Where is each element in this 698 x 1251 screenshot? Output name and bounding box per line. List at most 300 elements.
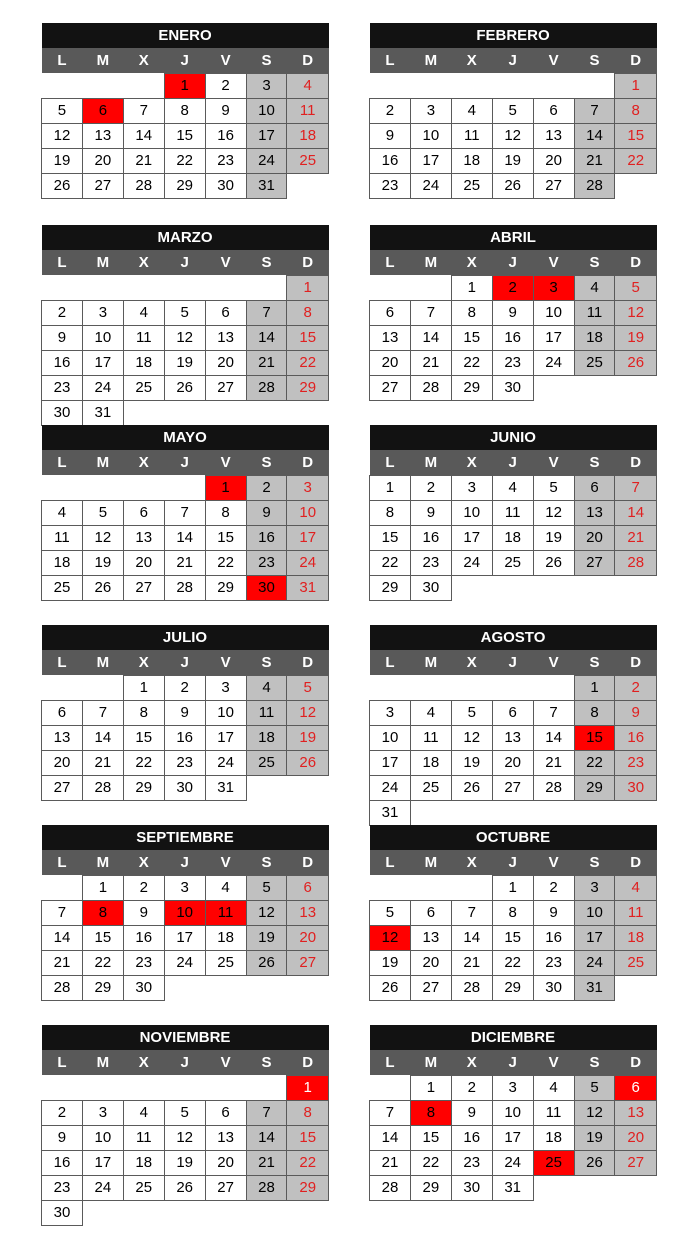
- day-cell: 3: [492, 1075, 533, 1100]
- day-cell: 2: [410, 475, 451, 500]
- week-row: [42, 173, 329, 198]
- weekday-header: X: [123, 850, 164, 875]
- day-cell: 19: [164, 350, 205, 375]
- day-cell: 23: [42, 1175, 83, 1200]
- day-cell: 25: [615, 950, 657, 975]
- day-cell: 15: [287, 325, 329, 350]
- day-cell: 1: [410, 1075, 451, 1100]
- day-cell: 21: [82, 750, 123, 775]
- day-cell: 18: [451, 148, 492, 173]
- day-cell: 13: [287, 900, 329, 925]
- week-row: [42, 1125, 329, 1150]
- empty-cell: [42, 475, 83, 500]
- day-cell: 30: [123, 975, 164, 1000]
- day-cell: 7: [246, 1100, 287, 1125]
- week-row: [42, 750, 329, 775]
- day-cell: 22: [370, 550, 411, 575]
- weekday-header: L: [42, 1050, 83, 1075]
- day-cell: 14: [164, 525, 205, 550]
- week-row: [42, 1075, 329, 1100]
- day-cell: 3: [410, 98, 451, 123]
- day-cell: 6: [410, 900, 451, 925]
- empty-cell: [410, 73, 451, 98]
- day-cell: 17: [164, 925, 205, 950]
- empty-cell: [205, 400, 246, 425]
- month-table: [41, 825, 329, 1001]
- day-cell: 20: [205, 350, 246, 375]
- day-cell: 26: [82, 575, 123, 600]
- day-cell: 26: [451, 775, 492, 800]
- empty-cell: [287, 975, 329, 1000]
- month-table: [41, 225, 329, 426]
- day-cell: 30: [533, 975, 574, 1000]
- weekday-header: J: [492, 450, 533, 475]
- day-cell: 16: [615, 725, 657, 750]
- weekday-header: D: [287, 48, 329, 73]
- empty-cell: [42, 875, 83, 900]
- empty-cell: [164, 1200, 205, 1225]
- day-cell: 12: [574, 1100, 615, 1125]
- day-cell: 30: [451, 1175, 492, 1200]
- week-row: [370, 350, 657, 375]
- week-row: [42, 123, 329, 148]
- day-cell: 17: [370, 750, 411, 775]
- day-cell: 9: [42, 325, 83, 350]
- weekday-header: V: [205, 48, 246, 73]
- day-cell: 10: [82, 1125, 123, 1150]
- day-cell: 13: [370, 325, 411, 350]
- day-cell: 30: [164, 775, 205, 800]
- day-cell: 19: [42, 148, 83, 173]
- day-cell: 7: [123, 98, 164, 123]
- empty-cell: [42, 73, 83, 98]
- day-cell: 1: [164, 73, 205, 98]
- month-table: [369, 23, 657, 199]
- day-cell: 29: [287, 1175, 329, 1200]
- day-cell: 22: [615, 148, 657, 173]
- month-title-row: [42, 625, 329, 650]
- day-cell: 2: [42, 1100, 83, 1125]
- day-cell: 27: [82, 173, 123, 198]
- weekday-header: M: [410, 450, 451, 475]
- weekday-header: M: [410, 850, 451, 875]
- day-cell: 22: [164, 148, 205, 173]
- day-cell: 3: [164, 875, 205, 900]
- empty-cell: [370, 275, 411, 300]
- day-cell: 14: [615, 500, 657, 525]
- month-junio: [369, 425, 657, 601]
- weekday-header: V: [205, 650, 246, 675]
- day-cell: 27: [492, 775, 533, 800]
- day-cell: 21: [451, 950, 492, 975]
- day-cell: 26: [533, 550, 574, 575]
- day-cell: 11: [533, 1100, 574, 1125]
- weekday-header: S: [574, 850, 615, 875]
- weekday-header: D: [615, 650, 657, 675]
- empty-cell: [82, 275, 123, 300]
- day-cell: 10: [205, 700, 246, 725]
- day-cell: 7: [246, 300, 287, 325]
- empty-cell: [205, 275, 246, 300]
- empty-cell: [205, 1075, 246, 1100]
- day-cell: 28: [574, 173, 615, 198]
- day-cell: 15: [82, 925, 123, 950]
- day-cell: 27: [410, 975, 451, 1000]
- day-cell: 18: [123, 1150, 164, 1175]
- day-cell: 8: [615, 98, 657, 123]
- day-cell: 7: [533, 700, 574, 725]
- weekday-header: S: [574, 1050, 615, 1075]
- weekday-header: M: [410, 650, 451, 675]
- month-title: SEPTIEMBRE: [42, 825, 329, 850]
- empty-cell: [164, 1075, 205, 1100]
- day-cell: 9: [492, 300, 533, 325]
- month-marzo: [41, 225, 329, 426]
- day-cell: 11: [246, 700, 287, 725]
- day-cell: 10: [287, 500, 329, 525]
- day-cell: 24: [451, 550, 492, 575]
- day-cell: 31: [82, 400, 123, 425]
- week-row: [370, 900, 657, 925]
- week-row: [42, 400, 329, 425]
- week-row: [42, 575, 329, 600]
- month-table: [369, 625, 657, 826]
- day-cell: 6: [615, 1075, 657, 1100]
- day-cell: 9: [370, 123, 411, 148]
- weekday-header: X: [123, 1050, 164, 1075]
- week-row: [370, 800, 657, 825]
- empty-cell: [533, 800, 574, 825]
- weekday-header: J: [164, 450, 205, 475]
- day-cell: 12: [82, 525, 123, 550]
- week-row: [370, 375, 657, 400]
- day-cell: 26: [42, 173, 83, 198]
- week-row: [42, 350, 329, 375]
- day-cell: 4: [205, 875, 246, 900]
- weekday-header: X: [451, 450, 492, 475]
- day-cell: 8: [287, 1100, 329, 1125]
- week-row: [370, 1125, 657, 1150]
- month-julio: [41, 625, 329, 801]
- day-cell: 22: [451, 350, 492, 375]
- day-cell: 7: [164, 500, 205, 525]
- week-row: [370, 148, 657, 173]
- day-cell: 13: [410, 925, 451, 950]
- day-cell: 6: [205, 1100, 246, 1125]
- day-cell: 1: [615, 73, 657, 98]
- day-cell: 21: [246, 350, 287, 375]
- weekday-header: D: [287, 1050, 329, 1075]
- week-row: [42, 73, 329, 98]
- month-title-row: [370, 625, 657, 650]
- empty-cell: [164, 475, 205, 500]
- week-row: [42, 700, 329, 725]
- day-cell: 28: [410, 375, 451, 400]
- empty-cell: [123, 275, 164, 300]
- weekday-header: J: [492, 650, 533, 675]
- weekday-header: X: [451, 48, 492, 73]
- day-cell: 14: [246, 325, 287, 350]
- day-cell: 27: [615, 1150, 657, 1175]
- day-cell: 8: [123, 700, 164, 725]
- weekday-header: S: [246, 850, 287, 875]
- day-cell: 21: [370, 1150, 411, 1175]
- day-cell: 31: [370, 800, 411, 825]
- day-cell: 4: [123, 300, 164, 325]
- day-cell: 26: [287, 750, 329, 775]
- day-cell: 22: [574, 750, 615, 775]
- day-cell: 18: [42, 550, 83, 575]
- day-cell: 30: [42, 400, 83, 425]
- empty-cell: [410, 675, 451, 700]
- day-cell: 25: [42, 575, 83, 600]
- week-row: [370, 500, 657, 525]
- day-cell: 25: [246, 750, 287, 775]
- day-cell: 9: [533, 900, 574, 925]
- day-cell: 9: [615, 700, 657, 725]
- week-row: [42, 1100, 329, 1125]
- weekday-header: X: [123, 650, 164, 675]
- empty-cell: [615, 575, 657, 600]
- day-cell: 6: [82, 98, 123, 123]
- day-cell: 30: [246, 575, 287, 600]
- day-cell: 21: [574, 148, 615, 173]
- day-cell: 3: [205, 675, 246, 700]
- day-cell: 21: [164, 550, 205, 575]
- day-cell: 2: [205, 73, 246, 98]
- day-cell: 20: [370, 350, 411, 375]
- day-cell: 28: [42, 975, 83, 1000]
- day-cell: 8: [574, 700, 615, 725]
- day-cell: 25: [574, 350, 615, 375]
- weekday-header-row: [370, 450, 657, 475]
- weekday-header: M: [410, 1050, 451, 1075]
- day-cell: 26: [370, 975, 411, 1000]
- week-row: [42, 325, 329, 350]
- day-cell: 24: [492, 1150, 533, 1175]
- day-cell: 29: [164, 173, 205, 198]
- day-cell: 13: [492, 725, 533, 750]
- empty-cell: [164, 400, 205, 425]
- week-row: [42, 550, 329, 575]
- day-cell: 19: [492, 148, 533, 173]
- day-cell: 18: [205, 925, 246, 950]
- empty-cell: [533, 375, 574, 400]
- day-cell: 2: [492, 275, 533, 300]
- day-cell: 26: [164, 1175, 205, 1200]
- weekday-header: L: [42, 850, 83, 875]
- empty-cell: [370, 875, 411, 900]
- day-cell: 15: [205, 525, 246, 550]
- week-row: [42, 950, 329, 975]
- day-cell: 2: [533, 875, 574, 900]
- empty-cell: [533, 73, 574, 98]
- day-cell: 5: [164, 300, 205, 325]
- day-cell: 5: [574, 1075, 615, 1100]
- week-row: [370, 925, 657, 950]
- day-cell: 14: [451, 925, 492, 950]
- empty-cell: [287, 1200, 329, 1225]
- day-cell: 8: [370, 500, 411, 525]
- day-cell: 15: [492, 925, 533, 950]
- day-cell: 31: [287, 575, 329, 600]
- month-table: [369, 825, 657, 1001]
- day-cell: 20: [615, 1125, 657, 1150]
- month-mayo: [41, 425, 329, 601]
- month-table: [41, 625, 329, 801]
- week-row: [370, 475, 657, 500]
- day-cell: 18: [287, 123, 329, 148]
- month-table: [41, 1025, 329, 1226]
- empty-cell: [451, 875, 492, 900]
- weekday-header: S: [574, 48, 615, 73]
- weekday-header: X: [451, 250, 492, 275]
- weekday-header: V: [533, 650, 574, 675]
- day-cell: 10: [82, 325, 123, 350]
- month-title-row: [370, 425, 657, 450]
- day-cell: 24: [533, 350, 574, 375]
- day-cell: 13: [615, 1100, 657, 1125]
- day-cell: 14: [82, 725, 123, 750]
- day-cell: 22: [287, 1150, 329, 1175]
- day-cell: 28: [82, 775, 123, 800]
- day-cell: 16: [533, 925, 574, 950]
- weekday-header-row: [42, 450, 329, 475]
- weekday-header: M: [410, 48, 451, 73]
- weekday-header: S: [246, 450, 287, 475]
- empty-cell: [246, 1075, 287, 1100]
- weekday-header: D: [615, 48, 657, 73]
- month-title: OCTUBRE: [370, 825, 657, 850]
- day-cell: 24: [410, 173, 451, 198]
- day-cell: 9: [123, 900, 164, 925]
- week-row: [42, 148, 329, 173]
- day-cell: 17: [410, 148, 451, 173]
- day-cell: 10: [410, 123, 451, 148]
- week-row: [42, 1200, 329, 1225]
- day-cell: 9: [451, 1100, 492, 1125]
- day-cell: 21: [615, 525, 657, 550]
- week-row: [42, 725, 329, 750]
- day-cell: 1: [287, 275, 329, 300]
- day-cell: 30: [410, 575, 451, 600]
- day-cell: 21: [123, 148, 164, 173]
- day-cell: 15: [615, 123, 657, 148]
- day-cell: 7: [451, 900, 492, 925]
- day-cell: 30: [205, 173, 246, 198]
- day-cell: 8: [82, 900, 123, 925]
- week-row: [42, 375, 329, 400]
- weekday-header: V: [205, 1050, 246, 1075]
- weekday-header-row: [42, 850, 329, 875]
- day-cell: 3: [82, 300, 123, 325]
- day-cell: 14: [533, 725, 574, 750]
- day-cell: 5: [492, 98, 533, 123]
- day-cell: 4: [533, 1075, 574, 1100]
- day-cell: 1: [492, 875, 533, 900]
- day-cell: 15: [164, 123, 205, 148]
- day-cell: 15: [287, 1125, 329, 1150]
- weekday-header: J: [164, 1050, 205, 1075]
- day-cell: 25: [287, 148, 329, 173]
- week-row: [370, 275, 657, 300]
- day-cell: 25: [451, 173, 492, 198]
- day-cell: 13: [123, 525, 164, 550]
- day-cell: 27: [42, 775, 83, 800]
- day-cell: 27: [205, 375, 246, 400]
- weekday-header: J: [492, 48, 533, 73]
- month-title: ENERO: [42, 23, 329, 48]
- day-cell: 14: [410, 325, 451, 350]
- day-cell: 29: [370, 575, 411, 600]
- weekday-header: J: [164, 48, 205, 73]
- week-row: [42, 875, 329, 900]
- empty-cell: [615, 173, 657, 198]
- day-cell: 19: [533, 525, 574, 550]
- day-cell: 3: [287, 475, 329, 500]
- day-cell: 28: [451, 975, 492, 1000]
- empty-cell: [123, 1200, 164, 1225]
- day-cell: 28: [164, 575, 205, 600]
- day-cell: 29: [492, 975, 533, 1000]
- day-cell: 26: [574, 1150, 615, 1175]
- day-cell: 7: [42, 900, 83, 925]
- day-cell: 2: [370, 98, 411, 123]
- day-cell: 13: [533, 123, 574, 148]
- day-cell: 11: [42, 525, 83, 550]
- week-row: [42, 775, 329, 800]
- day-cell: 18: [246, 725, 287, 750]
- week-row: [370, 875, 657, 900]
- weekday-header: D: [615, 250, 657, 275]
- weekday-header: V: [205, 850, 246, 875]
- day-cell: 19: [370, 950, 411, 975]
- day-cell: 3: [246, 73, 287, 98]
- day-cell: 11: [287, 98, 329, 123]
- day-cell: 12: [451, 725, 492, 750]
- day-cell: 5: [451, 700, 492, 725]
- day-cell: 16: [205, 123, 246, 148]
- empty-cell: [574, 575, 615, 600]
- month-title-row: [42, 225, 329, 250]
- day-cell: 25: [123, 1175, 164, 1200]
- weekday-header: D: [615, 1050, 657, 1075]
- empty-cell: [82, 73, 123, 98]
- day-cell: 25: [123, 375, 164, 400]
- week-row: [42, 275, 329, 300]
- day-cell: 6: [287, 875, 329, 900]
- week-row: [370, 1175, 657, 1200]
- week-row: [42, 1150, 329, 1175]
- day-cell: 18: [123, 350, 164, 375]
- month-noviembre: [41, 1025, 329, 1226]
- month-octubre: [369, 825, 657, 1001]
- day-cell: 27: [574, 550, 615, 575]
- day-cell: 3: [451, 475, 492, 500]
- day-cell: 30: [492, 375, 533, 400]
- empty-cell: [370, 73, 411, 98]
- month-title: AGOSTO: [370, 625, 657, 650]
- empty-cell: [615, 1175, 657, 1200]
- empty-cell: [287, 400, 329, 425]
- day-cell: 22: [82, 950, 123, 975]
- weekday-header: D: [287, 250, 329, 275]
- month-febrero: [369, 23, 657, 199]
- day-cell: 27: [205, 1175, 246, 1200]
- week-row: [42, 98, 329, 123]
- day-cell: 20: [287, 925, 329, 950]
- day-cell: 31: [574, 975, 615, 1000]
